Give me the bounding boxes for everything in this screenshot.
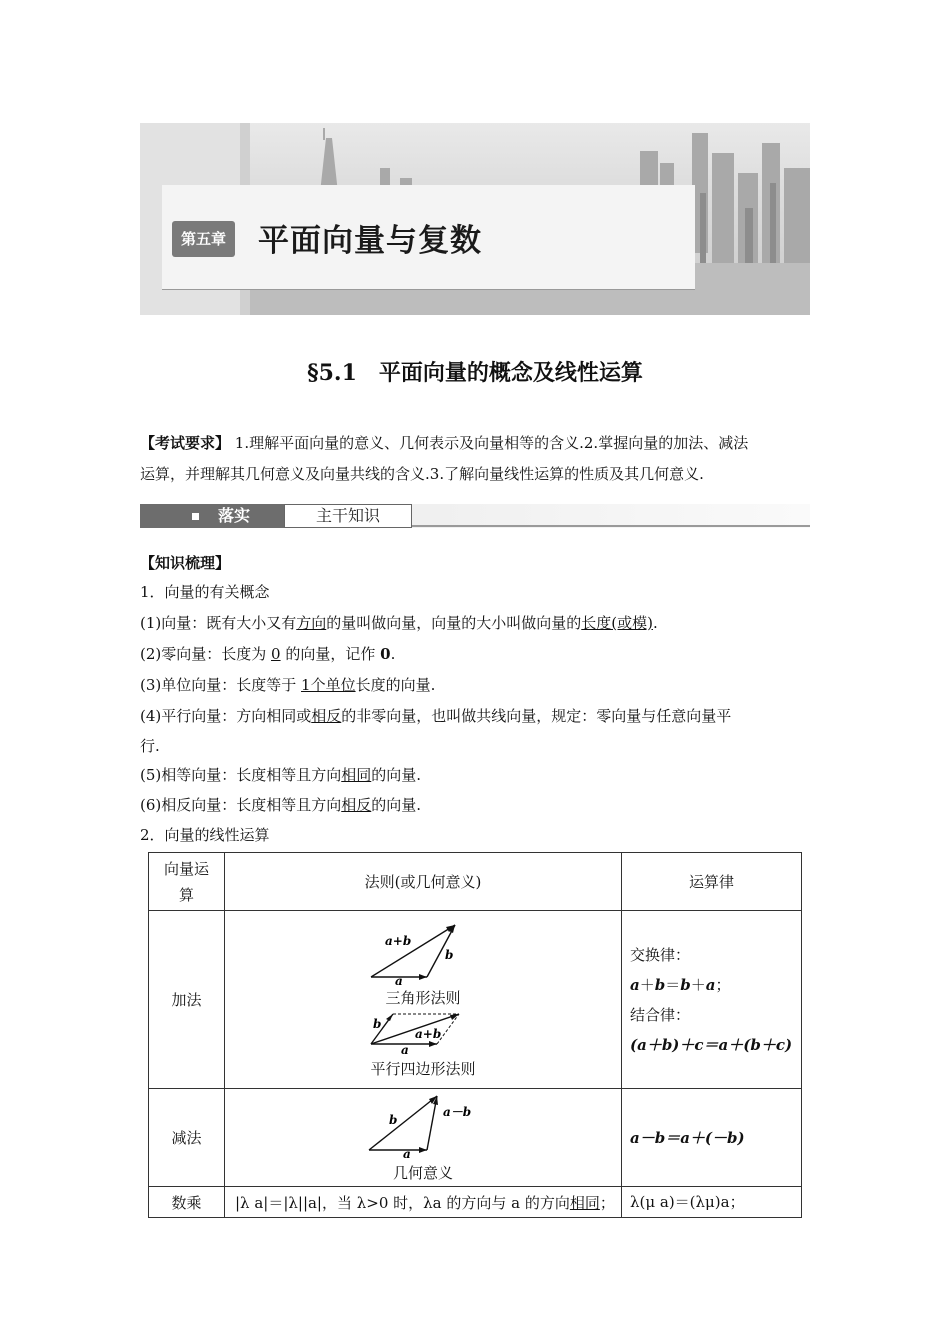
linear-operations-table: [148, 852, 802, 1218]
item2-title: 2．向量的线性运算: [140, 826, 270, 844]
formula-a: a: [630, 975, 640, 994]
table-header-row: [149, 853, 802, 911]
item1-3: [140, 674, 435, 695]
para-label-a: a: [401, 1042, 409, 1054]
formula-plus: ＋: [639, 975, 655, 994]
addition-law: [622, 911, 802, 1089]
item1-4-text: (4)平行向量：方向相同或: [140, 707, 312, 725]
para-label-sum: a+b: [415, 1026, 442, 1041]
associative-label: 结合律：: [630, 1005, 691, 1024]
section-title: §5.1 平面向量的概念及线性运算: [307, 360, 643, 386]
formula-b2: b: [680, 975, 691, 994]
item1-5-text: (5)相等向量：长度相等且方向: [140, 766, 342, 784]
triangle-caption: 三角形法则: [385, 988, 461, 1007]
triangle-rule-diagram: [363, 921, 483, 985]
section-bar-divider: [412, 525, 810, 527]
chapter-tag: 第五章: [172, 221, 235, 257]
section-bar-dark: [140, 504, 284, 528]
scalar-rule-end: ；: [599, 1193, 615, 1212]
header-operation-line2: 算: [178, 885, 194, 904]
table-row-subtraction: [149, 1089, 802, 1187]
header-operation: [149, 853, 225, 911]
label-a-plus-b: a+b: [385, 933, 412, 948]
sub-vector-a-arrowhead: [419, 1147, 427, 1153]
formula-a2: a: [705, 975, 716, 994]
item1-6-blank: 相反: [341, 796, 372, 814]
commutative-label: 交换律：: [630, 945, 691, 964]
item1-4-text-2: 的非零向量，也叫做共线向量，规定：零向量与任意向量平: [341, 707, 732, 725]
subtraction-caption: 几何意义: [392, 1164, 453, 1182]
header-operation-line1: 向量运: [163, 859, 209, 878]
header-rule: 法则(或几何意义): [225, 853, 622, 911]
exam-requirement: [140, 428, 810, 490]
subtraction-diagram: [363, 1092, 483, 1158]
chapter-title: 平面向量与复数: [258, 223, 482, 259]
addition-rule: [225, 911, 622, 1089]
item1-1-text: (1)向量：既有大小又有: [140, 614, 297, 632]
addition-name: 加法: [149, 911, 225, 1089]
label-a: a: [395, 973, 403, 985]
table-row-addition: [149, 911, 802, 1089]
item1-6: [140, 794, 421, 815]
square-bullet-icon: [192, 513, 199, 520]
item1-2-symbol: 0: [380, 645, 391, 663]
parallelogram-caption: 平行四边形法则: [370, 1059, 476, 1078]
section-bar-light-label: 主干知识: [284, 504, 412, 528]
item1-6-text-2: 的向量.: [371, 796, 422, 814]
item1-1: [140, 612, 658, 633]
sub-label-a: a: [403, 1147, 411, 1158]
subtraction-rule: [225, 1089, 622, 1187]
item1-2-text: (2)零向量：长度为: [140, 645, 267, 663]
formula-end: ；: [715, 975, 731, 994]
scalar-law: λ(μ a)＝(λμ)a；: [622, 1187, 802, 1218]
parallelogram-rule-diagram: [363, 1010, 483, 1054]
subtraction-name: 减法: [149, 1089, 225, 1187]
item1-1-end: .: [653, 614, 658, 632]
scalar-rule-text: |λ a|＝|λ||a|，当 λ>0 时，λa 的方向与 a 的方向: [235, 1193, 570, 1212]
item1-title: 1．向量的有关概念: [140, 583, 270, 601]
section-bar: [140, 504, 810, 528]
header-law: 运算律: [622, 853, 802, 911]
item1-6-text: (6)相反向量：长度相等且方向: [140, 796, 342, 814]
scalar-rule: [225, 1187, 622, 1218]
para-a-arrowhead: [429, 1041, 437, 1047]
item1-1-text-2: 的量叫做向量，向量的大小叫做向量的: [326, 614, 582, 632]
item1-5-blank: 相同: [341, 766, 372, 784]
sub-label-diff: a－b: [443, 1105, 472, 1119]
item1-4-blank: 相反: [311, 707, 342, 725]
table-row-scalar: [149, 1187, 802, 1218]
chapter-banner: [140, 123, 810, 315]
item1-2: [140, 643, 395, 664]
para-diagonal-arrowhead: [450, 1014, 459, 1020]
item1-2-blank: 0: [271, 645, 281, 663]
item1-3-text-2: 长度的向量.: [355, 676, 436, 694]
item1-1-blank-1: 方向: [296, 614, 327, 632]
para-label-b: b: [373, 1016, 382, 1031]
subtraction-law: a－b＝a＋(－b): [622, 1089, 802, 1187]
knowledge-heading: 【知识梳理】: [140, 554, 231, 572]
item1-4: [140, 705, 731, 726]
commutative-formula: [630, 970, 801, 1000]
item1-1-blank-2: 长度(或模): [581, 614, 653, 632]
associative-formula: (a＋b)＋c＝a＋(b＋c): [630, 1035, 793, 1054]
item1-2-end: .: [390, 645, 396, 663]
formula-plus2: ＋: [690, 975, 706, 994]
section-bar-dark-label: 落实: [218, 506, 251, 525]
exam-requirement-text-1: 1.理解平面向量的意义、几何表示及向量相等的含义.2.掌握向量的加法、减法: [234, 434, 749, 452]
exam-requirement-label: 【考试要求】: [140, 434, 231, 452]
scalar-name: 数乘: [149, 1187, 225, 1218]
item1-4-cont: 行.: [140, 737, 160, 755]
item1-3-blank: 1个单位: [301, 676, 356, 694]
vector-sum-line: [371, 925, 455, 977]
item1-3-text: (3)单位向量：长度等于: [140, 676, 297, 694]
item1-5: [140, 764, 421, 785]
item1-2-text-2: 的向量，记作: [285, 645, 376, 663]
scalar-rule-blank: 相同: [569, 1193, 600, 1212]
formula-eq: ＝: [665, 975, 681, 994]
vector-a-arrowhead: [419, 974, 427, 980]
formula-b: b: [654, 975, 666, 994]
sub-label-b: b: [389, 1113, 398, 1127]
para-b-arrowhead: [386, 1014, 393, 1021]
exam-requirement-text-2: 运算，并理解其几何意义及向量共线的含义.3.了解向量线性运算的性质及其几何意义.: [140, 465, 704, 483]
sub-vector-b-line: [369, 1096, 437, 1150]
label-b: b: [445, 947, 454, 962]
item1-5-text-2: 的向量.: [371, 766, 422, 784]
